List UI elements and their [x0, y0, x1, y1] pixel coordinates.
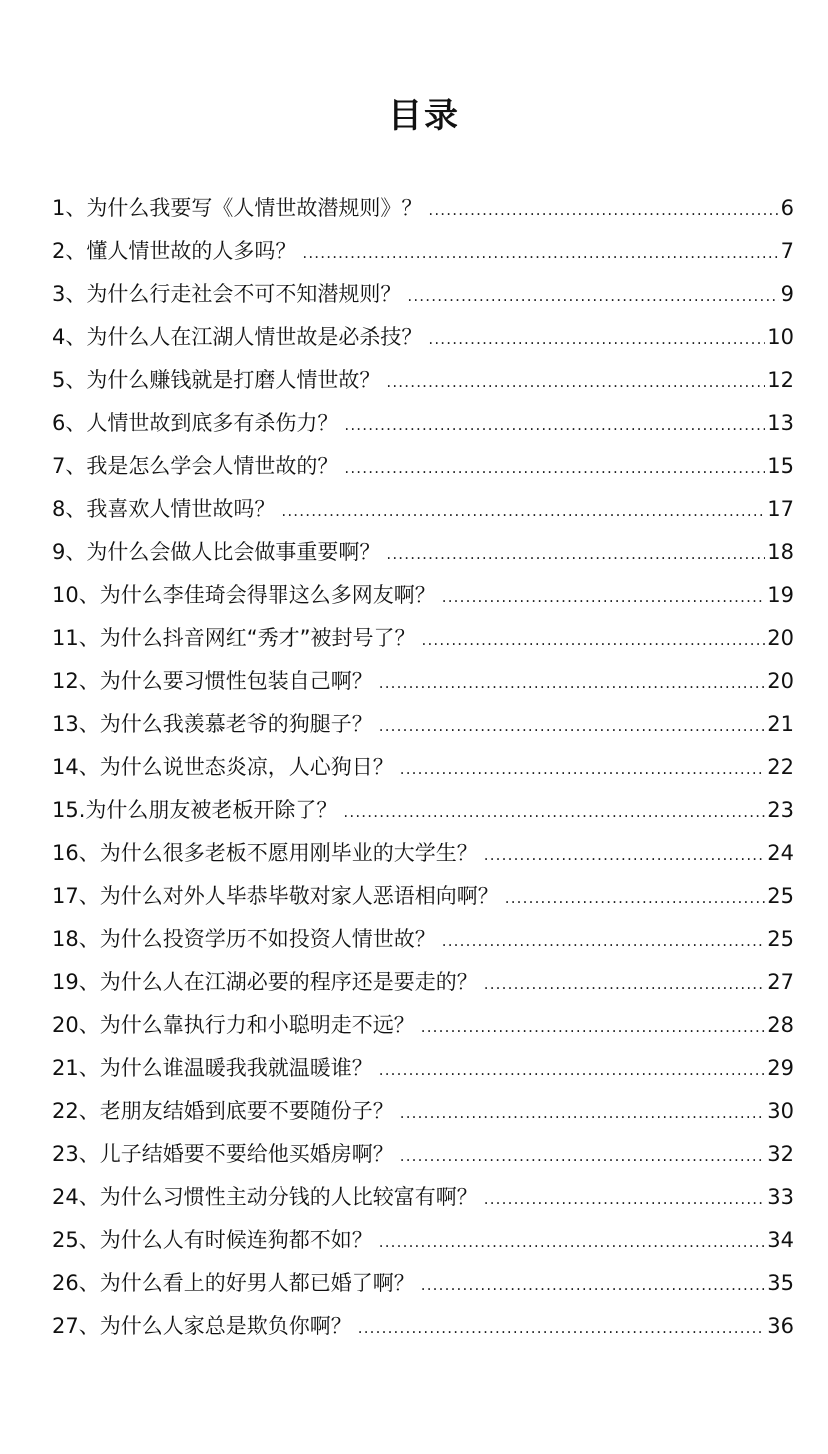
toc-entry-page-number: 35 — [767, 1271, 794, 1295]
dot-leader — [421, 619, 765, 662]
dot-leader — [379, 1221, 766, 1264]
toc-entry-title: 2、懂人情世故的人多吗？ — [52, 239, 297, 263]
toc-entry-page-number: 20 — [767, 669, 794, 693]
toc-entry — [52, 961, 794, 1004]
toc-entry-title: 14、为什么说世态炎凉，人心狗日？ — [52, 755, 394, 779]
dot-leader — [344, 404, 765, 447]
toc-entry — [52, 230, 794, 273]
page-title: 目录 — [388, 96, 460, 136]
toc-entry-title: 26、为什么看上的好男人都已婚了啊？ — [52, 1271, 415, 1295]
toc-entry-page-number: 28 — [767, 1013, 794, 1037]
dot-leader — [428, 318, 765, 361]
toc-entry-title: 18、为什么投资学历不如投资人情世故？ — [52, 927, 436, 951]
toc-entry — [52, 445, 794, 488]
toc-entry-title: 5、为什么赚钱就是打磨人情世故？ — [52, 368, 381, 392]
dot-leader — [400, 1092, 766, 1135]
toc-entry — [52, 918, 794, 961]
toc-entry-title: 27、为什么人家总是欺负你啊？ — [52, 1314, 352, 1338]
toc-entry — [52, 1004, 794, 1047]
toc-entry-title: 11、为什么抖音网红“秀才”被封号了？ — [52, 626, 416, 650]
dot-leader — [442, 920, 766, 963]
toc-entry-title: 12、为什么要习惯性包装自己啊？ — [52, 669, 373, 693]
toc-entry-page-number: 36 — [767, 1314, 794, 1338]
toc-entry — [52, 789, 794, 832]
dot-leader — [379, 705, 766, 748]
dot-leader — [302, 232, 778, 275]
toc-entry-page-number: 19 — [767, 583, 794, 607]
toc-entry-page-number: 25 — [767, 884, 794, 908]
dot-leader — [379, 662, 766, 705]
toc-entry-title: 9、为什么会做人比会做事重要啊？ — [52, 540, 381, 564]
toc-entry — [52, 660, 794, 703]
toc-entry-title: 20、为什么靠执行力和小聪明走不远？ — [52, 1013, 415, 1037]
toc-entry-title: 19、为什么人在江湖必要的程序还是要走的？ — [52, 970, 478, 994]
toc-entry-page-number: 24 — [767, 841, 794, 865]
toc-entry — [52, 359, 794, 402]
dot-leader — [505, 877, 766, 920]
dot-leader — [281, 490, 765, 533]
toc-entry — [52, 832, 794, 875]
toc-entry — [52, 875, 794, 918]
dot-leader — [386, 361, 765, 404]
toc-entry-title: 8、我喜欢人情世故吗？ — [52, 497, 276, 521]
dot-leader — [442, 576, 766, 619]
toc-entry-title: 22、老朋友结婚到底要不要随份子？ — [52, 1099, 394, 1123]
toc-entry — [52, 531, 794, 574]
toc-entry-page-number: 30 — [767, 1099, 794, 1123]
toc-entry-page-number: 12 — [767, 368, 794, 392]
toc-entry — [52, 1047, 794, 1090]
dot-leader — [421, 1006, 766, 1049]
toc-entry-page-number: 34 — [767, 1228, 794, 1252]
toc-entry-title: 25、为什么人有时候连狗都不如？ — [52, 1228, 373, 1252]
toc-entry-title: 7、我是怎么学会人情世故的？ — [52, 454, 339, 478]
toc-entry-page-number: 18 — [767, 540, 794, 564]
toc-entry-page-number: 15 — [767, 454, 794, 478]
dot-leader — [421, 1264, 766, 1307]
toc-entry-title: 16、为什么很多老板不愿用刚毕业的大学生？ — [52, 841, 478, 865]
toc-entry-page-number: 17 — [767, 497, 794, 521]
toc-entry-page-number: 32 — [767, 1142, 794, 1166]
toc-entry — [52, 617, 794, 660]
toc-entry-title: 21、为什么谁温暖我我就温暖谁？ — [52, 1056, 373, 1080]
toc-entry-page-number: 10 — [767, 325, 794, 349]
dot-leader — [358, 1307, 766, 1350]
toc-entry-page-number: 33 — [767, 1185, 794, 1209]
toc-entry-page-number: 27 — [767, 970, 794, 994]
toc-entry-title: 24、为什么习惯性主动分钱的人比较富有啊？ — [52, 1185, 478, 1209]
toc-entry-title: 3、为什么行走社会不可不知潜规则？ — [52, 282, 402, 306]
toc-entry — [52, 1262, 794, 1305]
toc-entry-page-number: 21 — [767, 712, 794, 736]
dot-leader — [484, 1178, 766, 1221]
toc-entry — [52, 273, 794, 316]
toc-entry-page-number: 20 — [767, 626, 794, 650]
toc-entry — [52, 402, 794, 445]
toc-entry — [52, 316, 794, 359]
toc-entry — [52, 703, 794, 746]
toc-entry-title: 10、为什么李佳琦会得罪这么多网友啊？ — [52, 583, 436, 607]
dot-leader — [407, 275, 778, 318]
toc-entry-title: 17、为什么对外人毕恭毕敬对家人恶语相向啊？ — [52, 884, 499, 908]
toc-entry-title: 6、人情世故到底多有杀伤力？ — [52, 411, 339, 435]
toc-entry-page-number: 29 — [767, 1056, 794, 1080]
dot-leader — [386, 533, 765, 576]
toc-entry — [52, 1090, 794, 1133]
dot-leader — [484, 834, 766, 877]
toc-entry — [52, 746, 794, 789]
toc-entry-title: 13、为什么我羡慕老爷的狗腿子？ — [52, 712, 373, 736]
toc-entry-page-number: 13 — [767, 411, 794, 435]
toc-entry — [52, 1219, 794, 1262]
dot-leader — [428, 189, 778, 232]
dot-leader — [400, 1135, 766, 1178]
dot-leader — [343, 791, 765, 834]
dot-leader — [484, 963, 766, 1006]
toc-entry-title: 15.为什么朋友被老板开除了？ — [52, 798, 338, 822]
toc-entry-page-number: 7 — [780, 239, 794, 263]
toc-entry — [52, 187, 794, 230]
toc-entry-title: 4、为什么人在江湖人情世故是必杀技？ — [52, 325, 423, 349]
toc-entry-title: 23、儿子结婚要不要给他买婚房啊？ — [52, 1142, 394, 1166]
toc-entry — [52, 488, 794, 531]
dot-leader — [379, 1049, 766, 1092]
toc-entry — [52, 1176, 794, 1219]
toc-entry-page-number: 23 — [767, 798, 794, 822]
dot-leader — [344, 447, 765, 490]
toc-entry — [52, 1305, 794, 1348]
toc-entry-title: 1、为什么我要写《人情世故潜规则》？ — [52, 196, 423, 220]
toc-entry-page-number: 22 — [767, 755, 794, 779]
table-of-contents — [52, 187, 794, 1348]
toc-entry — [52, 1133, 794, 1176]
toc-entry — [52, 574, 794, 617]
dot-leader — [400, 748, 766, 791]
toc-entry-page-number: 9 — [780, 282, 794, 306]
toc-entry-page-number: 6 — [780, 196, 794, 220]
toc-entry-page-number: 25 — [767, 927, 794, 951]
